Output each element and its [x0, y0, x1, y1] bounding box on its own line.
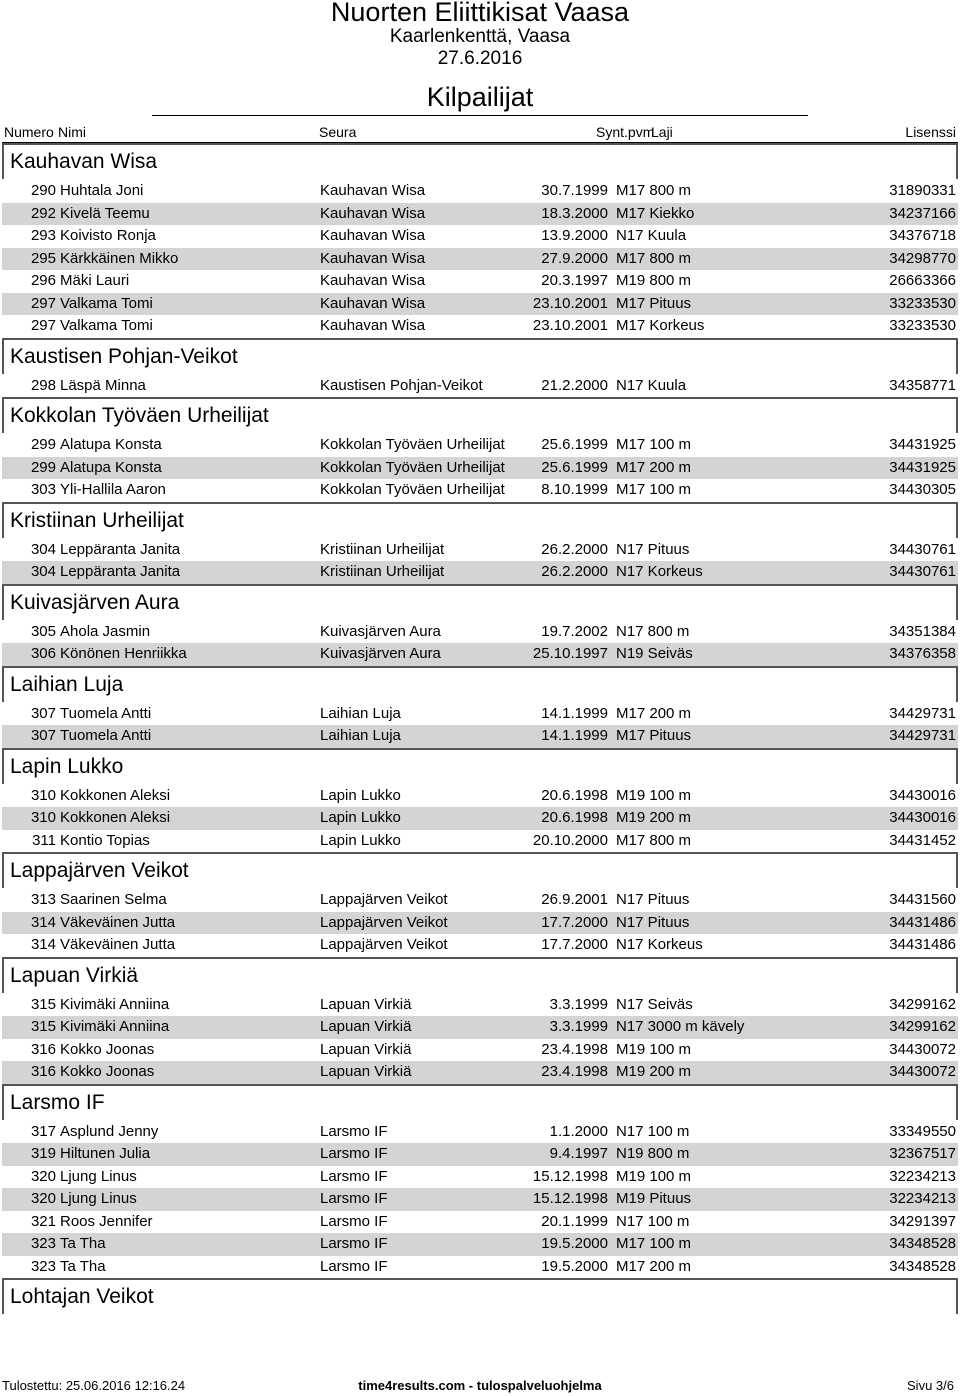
- club-section: [2, 143, 958, 338]
- col-numero: Numero: [4, 124, 54, 140]
- license-number: 34298770: [889, 249, 956, 267]
- club-section: [2, 852, 958, 957]
- athlete-name: Ljung Linus: [60, 1190, 137, 1207]
- event-name: N17 Korkeus: [616, 936, 703, 953]
- table-row: [2, 912, 958, 935]
- table-row: [2, 934, 958, 957]
- club-section: [2, 1278, 958, 1315]
- birth-date: 17.7.2000: [541, 913, 608, 931]
- license-number: 34430016: [889, 786, 956, 804]
- club-rows: [2, 620, 958, 666]
- athlete-name: Kokko Joonas: [60, 1040, 155, 1058]
- event-name: M17 800 m: [616, 182, 692, 199]
- event-name: N17 Pituus: [616, 891, 690, 908]
- birth-date: 20.1.1999: [541, 1212, 608, 1230]
- athlete-club: Kokkolan Työväen Urheilijat: [320, 436, 505, 453]
- event-name: M17 200 m: [616, 704, 692, 722]
- club-section: [2, 666, 958, 748]
- bib-number: 317: [30, 1122, 56, 1140]
- athlete-club: Lapin Lukko: [320, 786, 401, 804]
- club-title: Kaustisen Pohjan-Veikot: [2, 338, 958, 374]
- athlete-club: Kauhavan Wisa: [320, 182, 426, 199]
- table-row: [2, 1166, 958, 1189]
- table-row: [2, 539, 958, 562]
- club-list: [0, 143, 960, 1315]
- athlete-name: Leppäranta Janita: [60, 540, 181, 558]
- license-number: 34431560: [889, 891, 956, 908]
- birth-date: 3.3.1999: [549, 1018, 608, 1035]
- athlete-club: Kuivasjärven Aura: [320, 645, 441, 662]
- athlete-name: Väkeväinen Jutta: [60, 913, 176, 931]
- athlete-club: Laihian Luja: [320, 727, 401, 744]
- event-name: M19 200 m: [616, 1063, 692, 1080]
- license-number: 34429731: [889, 727, 956, 744]
- page-header: [0, 0, 960, 120]
- birth-date: 25.6.1999: [541, 436, 608, 453]
- event-name: M19 100 m: [616, 786, 692, 804]
- club-title: Laihian Luja: [2, 666, 958, 702]
- license-number: 31890331: [889, 182, 956, 199]
- table-row: [2, 270, 958, 293]
- license-number: 34430761: [889, 540, 956, 558]
- license-number: 34430761: [889, 563, 956, 580]
- license-number: 34430072: [889, 1063, 956, 1080]
- bib-number: 311: [32, 831, 56, 849]
- athlete-club: Kauhavan Wisa: [320, 317, 426, 334]
- table-row: [2, 375, 958, 398]
- print-timestamp: Tulostettu: 25.06.2016 12:16.24: [2, 1378, 186, 1393]
- col-synt: Synt.pvm: [596, 124, 655, 140]
- club-section: [2, 957, 958, 1084]
- athlete-name: Läspä Minna: [60, 376, 146, 394]
- club-rows: [2, 179, 958, 338]
- table-row: [2, 703, 958, 726]
- license-number: 34430072: [889, 1040, 956, 1058]
- license-number: 34358771: [889, 376, 956, 394]
- table-row: [2, 1061, 958, 1084]
- birth-date: 15.12.1998: [532, 1190, 608, 1207]
- bib-number: 293: [30, 227, 56, 244]
- club-title: Kauhavan Wisa: [2, 143, 958, 179]
- table-row: [2, 1233, 958, 1256]
- athlete-name: Ta Tha: [60, 1235, 106, 1252]
- athlete-club: Larsmo IF: [320, 1212, 388, 1230]
- col-nimi: Nimi: [58, 124, 86, 140]
- list-heading-wrap: [0, 70, 960, 120]
- col-seura: Seura: [319, 124, 357, 140]
- table-row: [2, 457, 958, 480]
- event-name: M17 200 m: [616, 458, 692, 476]
- birth-date: 20.3.1997: [541, 272, 608, 289]
- club-rows: [2, 993, 958, 1084]
- birth-date: 25.10.1997: [532, 645, 608, 662]
- bib-number: 303: [30, 481, 56, 498]
- event-name: M17 800 m: [616, 249, 692, 267]
- club-rows: [2, 538, 958, 584]
- birth-date: 9.4.1997: [549, 1145, 608, 1162]
- event-name: N17 100 m: [616, 1122, 690, 1140]
- birth-date: 13.9.2000: [541, 227, 608, 244]
- athlete-name: Könönen Henriikka: [60, 645, 187, 662]
- bib-number: 320: [30, 1190, 56, 1207]
- bib-number: 296: [30, 272, 56, 289]
- bib-number: 314: [30, 936, 56, 953]
- license-number: 34431925: [889, 436, 956, 453]
- table-row: [2, 725, 958, 748]
- license-number: 34348528: [889, 1257, 956, 1275]
- bib-number: 315: [30, 995, 56, 1013]
- table-row: [2, 621, 958, 644]
- event-name: M17 Korkeus: [616, 317, 705, 334]
- event-name: M17 800 m: [616, 831, 692, 849]
- athlete-club: Lapin Lukko: [320, 831, 401, 849]
- athlete-name: Koivisto Ronja: [60, 227, 156, 244]
- event-name: M19 100 m: [616, 1167, 692, 1185]
- license-number: 32234213: [889, 1190, 956, 1207]
- birth-date: 3.3.1999: [549, 995, 608, 1013]
- license-number: 33233530: [889, 294, 956, 312]
- athlete-club: Kristiinan Urheilijat: [320, 540, 445, 558]
- birth-date: 20.10.2000: [532, 831, 608, 849]
- athlete-name: Alatupa Konsta: [60, 458, 162, 476]
- bib-number: 323: [30, 1257, 56, 1275]
- event-name: M17 100 m: [616, 481, 692, 498]
- table-row: [2, 180, 958, 203]
- license-number: 34431452: [889, 831, 956, 849]
- bib-number: 297: [30, 294, 56, 312]
- athlete-club: Kauhavan Wisa: [320, 249, 426, 267]
- table-row: [2, 785, 958, 808]
- license-number: 34291397: [889, 1212, 956, 1230]
- athlete-name: Kärkkäinen Mikko: [60, 249, 179, 267]
- table-row: [2, 479, 958, 502]
- event-name: N19 800 m: [616, 1145, 690, 1162]
- table-row: [2, 315, 958, 338]
- bib-number: 299: [30, 436, 56, 453]
- birth-date: 20.6.1998: [541, 809, 608, 826]
- bib-number: 297: [30, 317, 56, 334]
- club-section: [2, 397, 958, 502]
- event-name: N17 800 m: [616, 622, 690, 640]
- birth-date: 1.1.2000: [549, 1122, 608, 1140]
- event-name: M17 100 m: [616, 436, 692, 453]
- bib-number: 304: [30, 563, 56, 580]
- birth-date: 19.5.2000: [541, 1257, 608, 1275]
- bib-number: 313: [30, 891, 56, 908]
- event-name: N17 100 m: [616, 1212, 690, 1230]
- athlete-club: Larsmo IF: [320, 1235, 388, 1252]
- athlete-name: Alatupa Konsta: [60, 436, 162, 453]
- club-section: [2, 338, 958, 398]
- athlete-club: Kokkolan Työväen Urheilijat: [320, 458, 505, 476]
- athlete-name: Kokko Joonas: [60, 1063, 155, 1080]
- table-row: [2, 1143, 958, 1166]
- bib-number: 299: [30, 458, 56, 476]
- athlete-club: Lappajärven Veikot: [320, 891, 448, 908]
- license-number: 34237166: [889, 204, 956, 222]
- event-name: M17 100 m: [616, 1235, 692, 1252]
- athlete-name: Kontio Topias: [60, 831, 150, 849]
- athlete-name: Ta Tha: [60, 1257, 106, 1275]
- event-title: Nuorten Eliittikisat Vaasa: [330, 0, 630, 27]
- club-title: Kuivasjärven Aura: [2, 584, 958, 620]
- column-headers: [2, 120, 958, 143]
- bib-number: 321: [30, 1212, 56, 1230]
- event-name: M19 800 m: [616, 272, 692, 289]
- athlete-club: Lappajärven Veikot: [320, 936, 448, 953]
- license-number: 34376718: [889, 227, 956, 244]
- athlete-name: Mäki Lauri: [60, 272, 130, 289]
- footer-site: time4results.com - tulospalveluohjelma: [358, 1378, 602, 1393]
- athlete-name: Ahola Jasmin: [60, 622, 151, 640]
- bib-number: 295: [30, 249, 56, 267]
- birth-date: 21.2.2000: [541, 376, 608, 394]
- club-title: Lapin Lukko: [2, 748, 958, 784]
- table-row: [2, 643, 958, 666]
- birth-date: 27.9.2000: [541, 249, 608, 267]
- bib-number: 314: [30, 913, 56, 931]
- club-section: [2, 1084, 958, 1279]
- birth-date: 17.7.2000: [541, 936, 608, 953]
- athlete-club: Lapin Lukko: [320, 809, 401, 826]
- license-number: 34430305: [889, 481, 956, 498]
- event-name: N17 3000 m kävely: [616, 1018, 745, 1035]
- license-number: 33233530: [889, 317, 956, 334]
- athlete-name: Kivimäki Anniina: [60, 995, 170, 1013]
- table-row: [2, 561, 958, 584]
- club-rows: [2, 433, 958, 502]
- bib-number: 319: [30, 1145, 56, 1162]
- birth-date: 23.10.2001: [532, 294, 608, 312]
- bib-number: 304: [30, 540, 56, 558]
- athlete-club: Larsmo IF: [320, 1257, 388, 1275]
- birth-date: 23.10.2001: [532, 317, 608, 334]
- table-row: [2, 889, 958, 912]
- athlete-club: Kokkolan Työväen Urheilijat: [320, 481, 505, 498]
- col-lisenssi: Lisenssi: [905, 124, 956, 140]
- event-name: N17 Kuula: [616, 227, 687, 244]
- bib-number: 292: [30, 204, 56, 222]
- birth-date: 25.6.1999: [541, 458, 608, 476]
- athlete-name: Huhtala Joni: [60, 182, 144, 199]
- license-number: 34431486: [889, 936, 956, 953]
- event-name: M19 200 m: [616, 809, 692, 826]
- event-name: N17 Korkeus: [616, 563, 703, 580]
- license-number: 26663366: [889, 272, 956, 289]
- birth-date: 19.7.2002: [541, 622, 608, 640]
- birth-date: 20.6.1998: [541, 786, 608, 804]
- event-name: M19 100 m: [616, 1040, 692, 1058]
- event-name: N19 Seiväs: [616, 645, 693, 662]
- athlete-club: Lappajärven Veikot: [320, 913, 448, 931]
- athlete-name: Asplund Jenny: [60, 1122, 159, 1140]
- club-title: Kokkolan Työväen Urheilijat: [2, 397, 958, 433]
- athlete-club: Larsmo IF: [320, 1145, 388, 1162]
- bib-number: 305: [30, 622, 56, 640]
- event-name: N17 Pituus: [616, 913, 690, 931]
- bib-number: 306: [30, 645, 56, 662]
- athlete-club: Kauhavan Wisa: [320, 227, 426, 244]
- club-title: Larsmo IF: [2, 1084, 958, 1120]
- birth-date: 23.4.1998: [541, 1040, 608, 1058]
- birth-date: 30.7.1999: [541, 182, 608, 199]
- page-footer: [0, 1375, 960, 1395]
- club-section: [2, 748, 958, 853]
- birth-date: 14.1.1999: [541, 704, 608, 722]
- page-number: Sivu 3/6: [907, 1378, 954, 1393]
- event-name: N17 Pituus: [616, 540, 690, 558]
- table-row: [2, 1211, 958, 1234]
- athlete-name: Yli-Hallila Aaron: [60, 481, 166, 498]
- athlete-club: Lapuan Virkiä: [320, 995, 412, 1013]
- athlete-name: Kivimäki Anniina: [60, 1018, 170, 1035]
- bib-number: 320: [30, 1167, 56, 1185]
- athlete-name: Saarinen Selma: [60, 891, 167, 908]
- heading-underline: [152, 115, 808, 116]
- table-row: [2, 1188, 958, 1211]
- athlete-name: Väkeväinen Jutta: [60, 936, 176, 953]
- club-title: Kristiinan Urheilijat: [2, 502, 958, 538]
- athlete-name: Valkama Tomi: [60, 294, 153, 312]
- license-number: 34431486: [889, 913, 956, 931]
- club-section: [2, 502, 958, 584]
- bib-number: 298: [30, 376, 56, 394]
- club-rows: [2, 888, 958, 957]
- athlete-name: Ljung Linus: [60, 1167, 137, 1185]
- table-row: [2, 293, 958, 316]
- event-venue: Kaarlenkenttä, Vaasa: [389, 26, 571, 47]
- bib-number: 316: [30, 1040, 56, 1058]
- birth-date: 8.10.1999: [541, 481, 608, 498]
- bib-number: 310: [30, 809, 56, 826]
- birth-date: 14.1.1999: [541, 727, 608, 744]
- license-number: 34429731: [889, 704, 956, 722]
- bib-number: 316: [30, 1063, 56, 1080]
- table-row: [2, 434, 958, 457]
- table-row: [2, 830, 958, 853]
- club-section: [2, 584, 958, 666]
- athlete-club: Lapuan Virkiä: [320, 1018, 412, 1035]
- bib-number: 290: [30, 182, 56, 199]
- license-number: 33349550: [889, 1122, 956, 1140]
- birth-date: 26.2.2000: [541, 540, 608, 558]
- event-date: 27.6.2016: [437, 48, 523, 69]
- birth-date: 19.5.2000: [541, 1235, 608, 1252]
- birth-date: 26.9.2001: [541, 891, 608, 908]
- event-name: M17 Pituus: [616, 294, 692, 312]
- table-row: [2, 1121, 958, 1144]
- birth-date: 18.3.2000: [541, 204, 608, 222]
- col-laji: Laji: [651, 124, 673, 140]
- club-rows: [2, 702, 958, 748]
- club-title: Lappajärven Veikot: [2, 852, 958, 888]
- athlete-club: Kauhavan Wisa: [320, 294, 426, 312]
- event-name: M17 Pituus: [616, 727, 692, 744]
- table-row: [2, 225, 958, 248]
- table-row: [2, 1256, 958, 1279]
- birth-date: 26.2.2000: [541, 563, 608, 580]
- athlete-club: Lapuan Virkiä: [320, 1040, 412, 1058]
- athlete-club: Lapuan Virkiä: [320, 1063, 412, 1080]
- club-title: Lapuan Virkiä: [2, 957, 958, 993]
- athlete-name: Tuomela Antti: [60, 727, 152, 744]
- license-number: 32234213: [889, 1167, 956, 1185]
- license-number: 34351384: [889, 622, 956, 640]
- table-row: [2, 994, 958, 1017]
- athlete-name: Hiltunen Julia: [60, 1145, 151, 1162]
- club-rows: [2, 374, 958, 398]
- athlete-club: Laihian Luja: [320, 704, 401, 722]
- license-number: 34348528: [889, 1235, 956, 1252]
- license-number: 34430016: [889, 809, 956, 826]
- event-name: M19 Pituus: [616, 1190, 692, 1207]
- license-number: 34299162: [889, 1018, 956, 1035]
- event-name: M17 200 m: [616, 1257, 692, 1275]
- table-row: [2, 248, 958, 271]
- athlete-name: Roos Jennifer: [60, 1212, 153, 1230]
- bib-number: 310: [30, 786, 56, 804]
- athlete-name: Kokkonen Aleksi: [60, 786, 171, 804]
- club-rows: [2, 1314, 958, 1315]
- license-number: 34376358: [889, 645, 956, 662]
- event-name: N17 Kuula: [616, 376, 687, 394]
- bib-number: 323: [30, 1235, 56, 1252]
- event-name: M17 Kiekko: [616, 204, 695, 222]
- birth-date: 15.12.1998: [532, 1167, 608, 1185]
- athlete-name: Leppäranta Janita: [60, 563, 181, 580]
- club-rows: [2, 1120, 958, 1279]
- club-rows: [2, 784, 958, 853]
- athlete-club: Kauhavan Wisa: [320, 204, 426, 222]
- event-name: N17 Seiväs: [616, 995, 693, 1013]
- athlete-name: Kivelä Teemu: [60, 204, 150, 222]
- bib-number: 307: [30, 704, 56, 722]
- athlete-club: Kaustisen Pohjan-Veikot: [320, 376, 483, 394]
- bib-number: 307: [30, 727, 56, 744]
- athlete-name: Valkama Tomi: [60, 317, 153, 334]
- birth-date: 23.4.1998: [541, 1063, 608, 1080]
- license-number: 32367517: [889, 1145, 956, 1162]
- table-row: [2, 1039, 958, 1062]
- club-title: Lohtajan Veikot: [2, 1278, 958, 1314]
- license-number: 34431925: [889, 458, 956, 476]
- list-heading: Kilpailijat: [426, 82, 534, 112]
- athlete-club: Kauhavan Wisa: [320, 272, 426, 289]
- table-row: [2, 1016, 958, 1039]
- athlete-club: Larsmo IF: [320, 1122, 388, 1140]
- athlete-club: Larsmo IF: [320, 1167, 388, 1185]
- table-row: [2, 807, 958, 830]
- athlete-name: Kokkonen Aleksi: [60, 809, 171, 826]
- athlete-name: Tuomela Antti: [60, 704, 152, 722]
- table-row: [2, 203, 958, 226]
- athlete-club: Larsmo IF: [320, 1190, 388, 1207]
- athlete-club: Kristiinan Urheilijat: [320, 563, 445, 580]
- athlete-club: Kuivasjärven Aura: [320, 622, 441, 640]
- license-number: 34299162: [889, 995, 956, 1013]
- bib-number: 315: [30, 1018, 56, 1035]
